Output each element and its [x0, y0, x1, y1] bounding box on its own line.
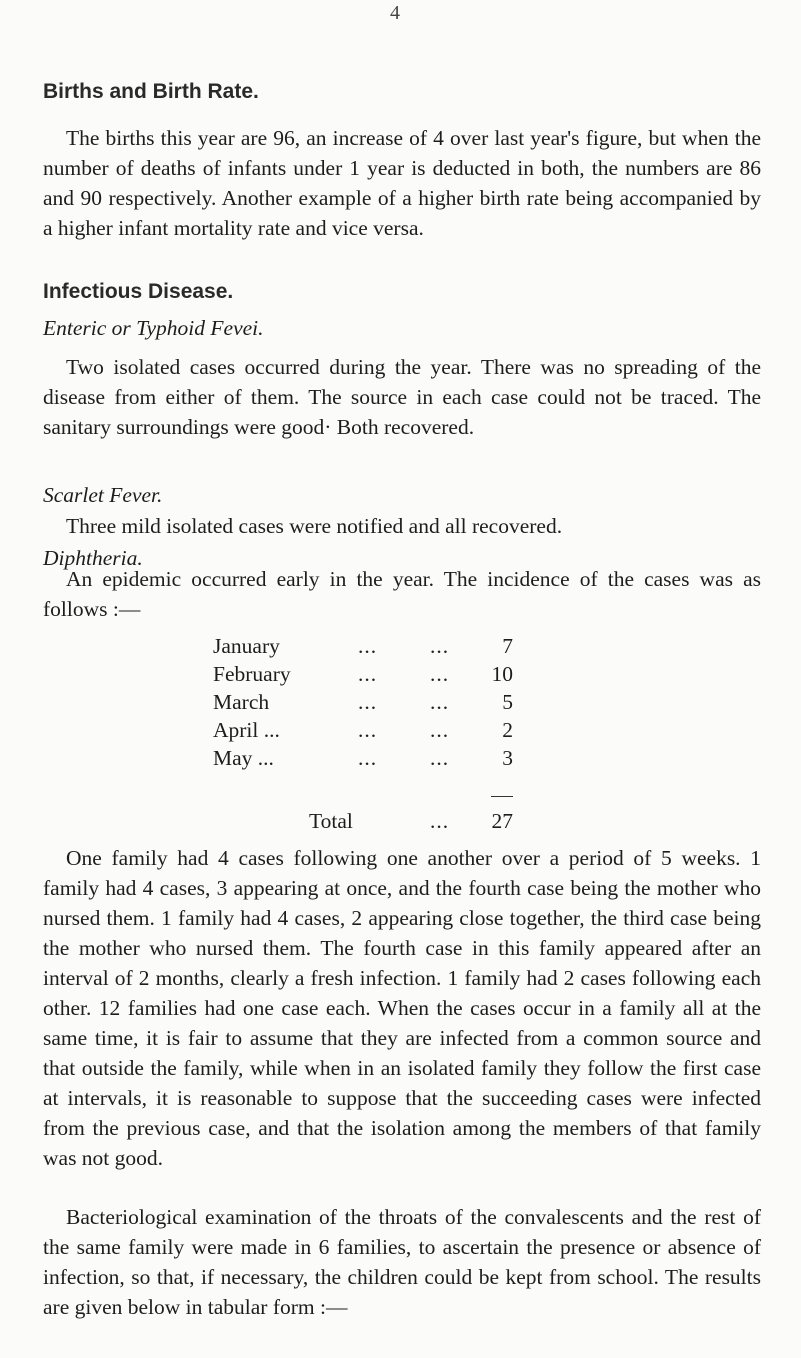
- case-count: 5: [502, 690, 513, 714]
- infectious-disease-heading: Infectious Disease.: [43, 280, 234, 303]
- page-number: 4: [390, 2, 400, 24]
- month-label: March: [213, 690, 270, 714]
- leader-dots: ...: [430, 662, 450, 686]
- diphtheria-paragraph-2: Bacteriological examination of the throats of the convalescents and the rest of the same family were made in 6 families, to ascertain the presence or absence of infection, so that, if necessary, the children could be kept from school. The results are given below in tabular form :—: [43, 1205, 761, 1319]
- leader-dots: ...: [358, 690, 378, 714]
- total-row: [213, 807, 513, 835]
- case-count: 2: [502, 718, 513, 742]
- total-label: Total: [309, 809, 353, 833]
- births-heading: Births and Birth Rate.: [43, 80, 259, 103]
- month-label: January: [213, 634, 280, 658]
- leader-dots: ...: [358, 662, 378, 686]
- leader-dots: ...: [430, 690, 450, 714]
- leader-dots: ...: [358, 718, 378, 742]
- leader-dots: ...: [430, 634, 450, 658]
- table-row: [213, 688, 513, 716]
- table-row: [213, 716, 513, 744]
- case-count: 3: [502, 746, 513, 770]
- month-label: May ...: [213, 746, 274, 770]
- month-label: February: [213, 662, 291, 686]
- table-row: [213, 744, 513, 772]
- case-count: 10: [491, 662, 513, 686]
- leader-dots: ...: [358, 634, 378, 658]
- diphtheria-cases-table: [213, 632, 513, 833]
- leader-dots: ...: [430, 809, 450, 833]
- diphtheria-intro: An epidemic occurred early in the year. The incidence of the cases was as follows :—: [43, 567, 761, 621]
- scarlet-paragraph: Three mild isolated cases were notified and all recovered.: [66, 514, 563, 538]
- scarlet-title: Scarlet Fever.: [43, 483, 163, 507]
- leader-dots: ...: [358, 746, 378, 770]
- total-rule: [491, 796, 513, 797]
- diphtheria-title: Diphtheria.: [43, 546, 143, 570]
- enteric-paragraph: Two isolated cases occurred during the year. There was no spreading of the disease from either of them. The source in each case could not be traced. The sanitary surroundings were good· Both recovered.: [43, 355, 761, 439]
- leader-dots: ...: [430, 746, 450, 770]
- case-count: 7: [502, 634, 513, 658]
- births-paragraph: The births this year are 96, an increase of 4 over last year's figure, but when the number of deaths of infants under 1 year is deducted in both, the numbers are 86 and 90 respectively. Another example of a higher birth rate being accompanied by a higher infant mortality rate and vice versa.: [43, 126, 761, 240]
- diphtheria-paragraph-1: One family had 4 cases following one another over a period of 5 weeks. 1 family had 4 cases, 3 appearing at once, and the fourth case being the mother who nursed them. 1 family had 4 cases, 2 appearing close together, the third case being the mother who nursed them. The fourth case in this family appeared after an interval of 2 months, clearly a fresh infection. 1 family had 2 cases following each other. 12 families had one case each. When the cases occur in a family all at the same time, it is fair to assume that they are infected from a common source and that outside the family, while when in an isolated family they follow the first case at intervals, it is reasonable to suppose that the succeeding cases were infected from the previous case, and that the isolation among the members of that family was not good.: [43, 846, 761, 1170]
- month-label: April ...: [213, 718, 280, 742]
- total-value: 27: [491, 809, 513, 833]
- leader-dots: ...: [430, 718, 450, 742]
- table-row: [213, 660, 513, 688]
- table-row: [213, 632, 513, 660]
- enteric-title: Enteric or Typhoid Fevei.: [43, 316, 264, 340]
